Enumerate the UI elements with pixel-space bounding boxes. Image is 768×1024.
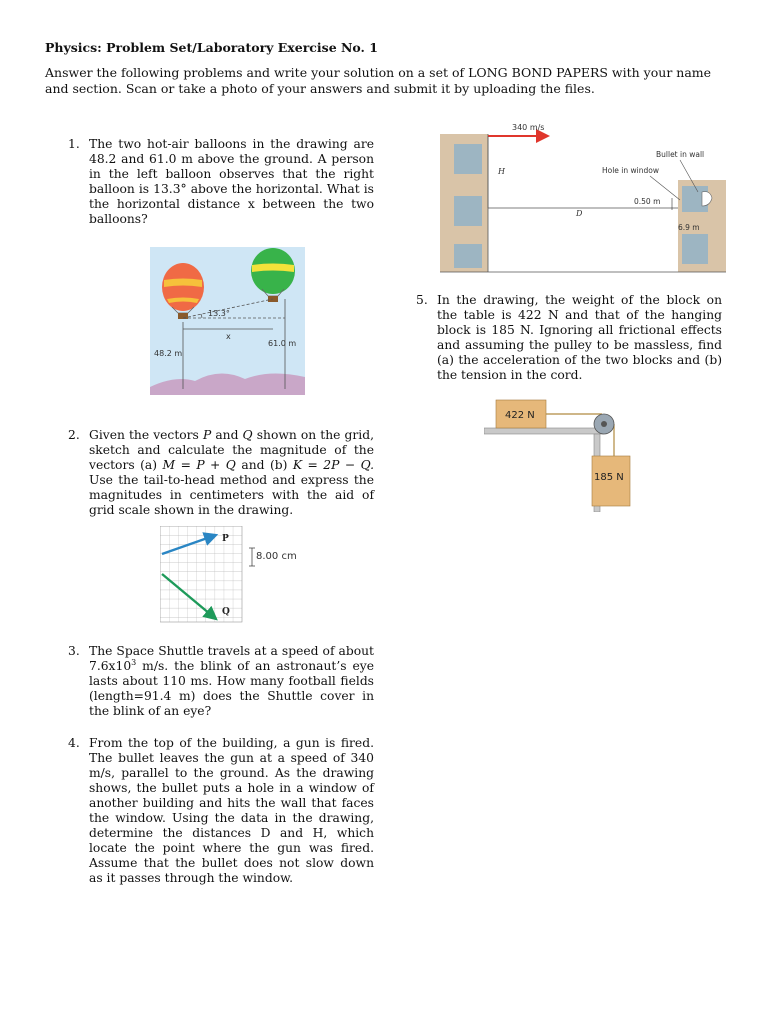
problem-text: The two hot-air balloons in the drawing are 48.2 and 61.0 m above the ground. A person in the left balloon observes that the right balloon is 13.3° above the horizontal. What is the horizontal distance x between the two balloons? — [89, 137, 374, 226]
right-height-label: 61.0 m — [268, 339, 297, 348]
bullet-figure — [440, 120, 726, 278]
vector-k-symbol: K — [292, 458, 303, 472]
angle-label: 13.3° — [208, 309, 230, 318]
problem-number: 1. — [68, 137, 80, 151]
vector-q-symbol: Q — [242, 428, 253, 442]
vector-grid-figure — [160, 526, 310, 626]
problem-2: 2. Given the vectors P and Q shown on the grid, sketch and calculate the magnitude of the vectors (a) M = P + Q and (b) K = 2P − Q. Use the tail-to-head method and express the magnitudes in centimeters with the aid of grid scale shown in the drawing. — [68, 428, 374, 517]
scale-label: 8.00 cm — [256, 551, 297, 562]
drop-label: 0.50 m — [634, 197, 661, 206]
balloons-figure — [150, 247, 305, 395]
table-block-label: 422 N — [505, 410, 535, 421]
equation-a: = P + Q — [180, 458, 236, 472]
equation-b: = 2P − Q. — [307, 458, 374, 472]
speed-label: 340 m/s — [512, 123, 545, 132]
problem-number: 5. — [416, 293, 428, 307]
pulley-figure — [484, 396, 634, 512]
problem-4 — [68, 736, 378, 888]
q-label: Q — [222, 607, 230, 617]
problem-text: Given the vectors — [89, 428, 199, 442]
problem-number: 4. — [68, 736, 80, 750]
page-title: Physics: Problem Set/Laboratory Exercise No. 1 — [45, 40, 378, 55]
hole-in-window-label: Hole in window — [602, 166, 659, 175]
p-label: P — [222, 534, 229, 544]
x-label: x — [226, 332, 231, 341]
d-label: D — [576, 209, 583, 218]
problem-number: 2. — [68, 428, 80, 442]
problem-text: In the drawing, the weight of the block on the table is 422 N and that of the hanging block is 185 N. Ignoring all frictional effects and assuming the pulley to be massless, find (a) the acceleration of the two blocks and (b) the tension in the cord. — [437, 293, 722, 382]
vector-p-symbol: P — [202, 428, 212, 442]
problem-5 — [416, 293, 726, 385]
problem-number: 3. — [68, 644, 80, 658]
problem-text: The Space Shuttle travels at a speed of about 7.6x10 — [89, 644, 374, 673]
hanging-block-label: 185 N — [594, 472, 624, 483]
instructions: Answer the following problems and write your solution on a set of LONG BOND PAPERS with your name and section. Scan or take a photo of your answers and submit it by uploading the files. — [45, 65, 712, 96]
problem-1 — [68, 137, 378, 229]
vector-m-symbol: M — [162, 458, 176, 472]
problem-3: 3. The Space Shuttle travels at a speed of about $7.6x10^3$ m/s. the blink of an astronaut’s eye lasts about 110 ms. How many football fields (length=91.4 m) does the Shuttle cover in the blink of an eye? — [68, 644, 374, 718]
problem-text: From the top of the building, a gun is fired. The bullet leaves the gun at a speed of 340 m/s, parallel to the ground. As the drawing shows, the bullet puts a hole in a window of another building and hits the wall that faces the window. Using the data in the drawing, determine the distances D and H, which locate the point where the gun was fired. Assume that the bullet does not slow down as it passes through the window. — [89, 736, 374, 885]
distance-label: 6.9 m — [678, 223, 700, 232]
left-height-label: 48.2 m — [154, 349, 183, 358]
h-label: H — [498, 167, 505, 176]
bullet-in-wall-label: Bullet in wall — [656, 150, 705, 159]
